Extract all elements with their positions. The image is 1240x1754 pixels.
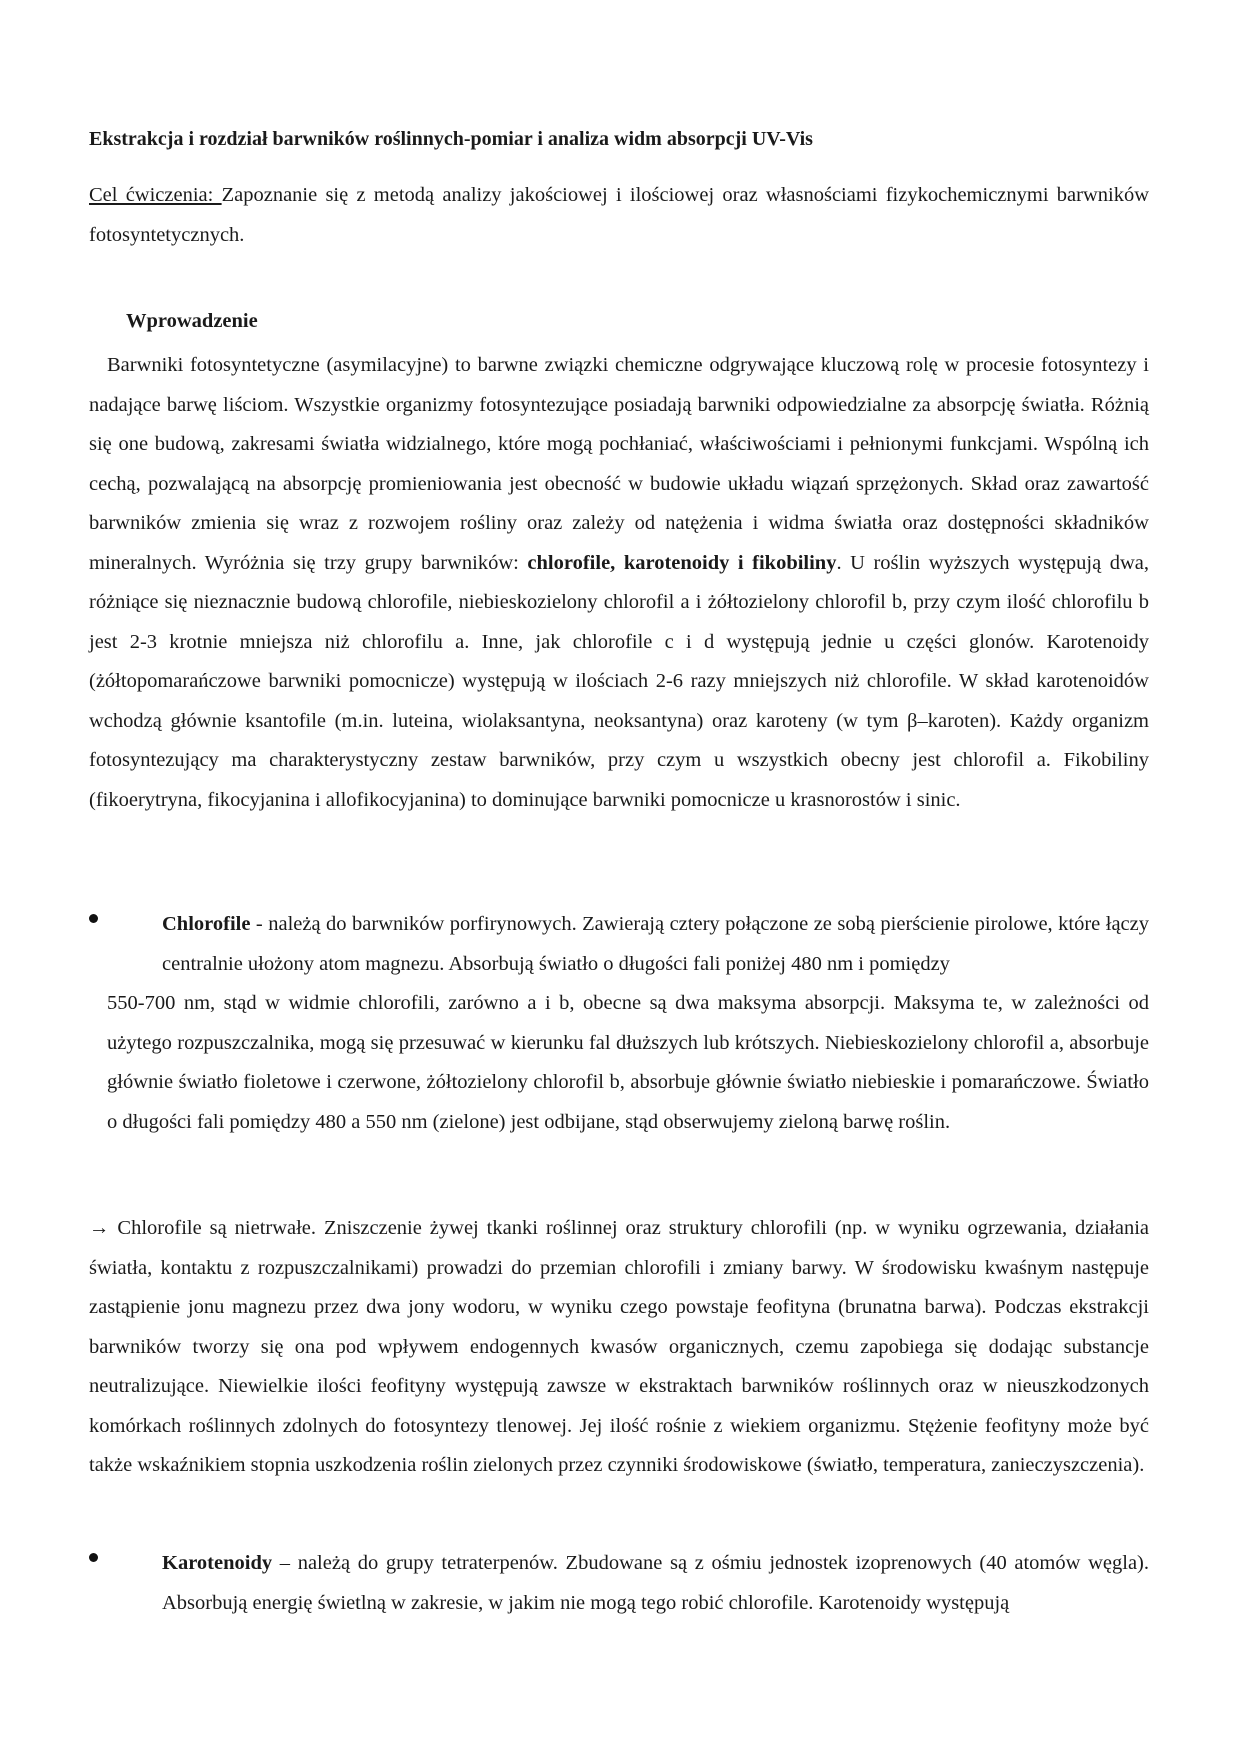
pigment-groups: chlorofile, karotenoidy i fikobiliny [527, 551, 837, 574]
aim-text: Zapoznanie się z metodą analizy jakościowej i ilościowej oraz własnościami fizykochemicznymi barwników fotosyntetycznych. [89, 184, 1150, 246]
section-heading: Wprowadzenie [126, 310, 258, 332]
chlorophyll-text-1: - należą do barwników porfirynowych. Zawierają cztery połączone ze sobą pierścienie pirolowe, które łączy centralnie ułożony atom magnezu. Absorbują światło o długości fali poniżej 480 nm i pomiędzy [162, 913, 1149, 975]
aim-paragraph [89, 175, 1149, 255]
carotenoids-bullet-text [107, 1544, 1149, 1623]
intro-paragraph [89, 346, 1149, 820]
bullet-dot-icon [89, 914, 98, 923]
intro-text-2: . U roślin wyższych występują dwa, różniące się nieznacznie budową chlorofile, niebieskozielony chlorofil a i żółtozielony chlorofil b, przy czym ilość chlorofilu b jest 2-3 krotnie mniejsza niż chlorofilu a. Inne, jak chlorofile c i d występują jednie u części glonów. Karotenoidy (żółtopomarańczowe barwniki pomocnicze) występują w ilościach 2-6 razy mniejszych niż chlorofile. W skład karotenoidów wchodzą głównie ksantofile (m.in. luteina, wiolaksantyna, neoksantyna) oraz karoteny (w tym β–karoten). Każdy organizm fotosyntezujący ma charakterystyczny zestaw barwników, przy czym u wszystkich obecny jest chlorofil a. Fikobiliny (fikoerytryna, fikocyjanina i allofikocyjanina) to dominujące barwniki pomocnicze u krasnorostów i sinic. [89, 551, 1150, 811]
instability-text: Chlorofile są nietrwałe. Zniszczenie żywej tkanki roślinnej oraz struktury chlorofili (np. w wyniku ogrzewania, działania światła, kontaktu z rozpuszczalnikami) prowadzi do przemian chlorofili i zmiany barwy. W środowisku kwaśnym następuje zastąpienie jonu magnezu przez dwa jony wodoru, w wyniku czego powstaje feofityna (brunatna barwa). Podczas ekstrakcji barwników tworzy się ona pod wpływem endogennych kwasów organicznych, czemu zapobiega się dodając substancje neutralizujące. Niewielkie ilości feofityny występują zawsze w ekstraktach barwników roślinnych oraz w nieuszkodzonych komórkach roślinnych zdolnych do fotosyntezy tlenowej. Jej ilość rośnie z wiekiem organizmu. Stężenie feofityny może być także wskaźnikiem stopnia uszkodzenia roślin zielonych przez czynniki środowiskowe (światło, temperatura, zanieczyszczenia). [89, 1217, 1149, 1476]
aim-label: Cel ćwiczenia: [89, 184, 222, 206]
chlorophyll-bullet-line-1 [107, 905, 1149, 984]
chlorophyll-bullet-text [107, 905, 1149, 1142]
bullet-dot-icon [89, 1553, 98, 1562]
chlorophyll-text-2: 550-700 nm, stąd w widmie chlorofili, zarówno a i b, obecne są dwa maksyma absorpcji. Maksyma te, w zależności od użytego rozpuszczalnika, mogą się przesuwać w kierunku fal dłuższych lub krótszych. Niebieskozielony chlorofil a, absorbuje głównie światło fioletowe i czerwone, żółtozielony chlorofil b, absorbuje głównie światło niebieskie i pomarańczowe. Światło o długości fali pomiędzy 480 a 550 nm (zielone) jest odbijane, stąd obserwujemy zieloną barwę roślin. [107, 992, 1149, 1133]
carotenoids-text: – należą do grupy tetraterpenów. Zbudowane są z ośmiu jednostek izoprenowych (40 atomów węgla). Absorbują energię świetlną w zakresie, w jakim nie mogą tego robić chlorofile. Karotenoidy występują [162, 1552, 1149, 1614]
intro-text-1: Barwniki fotosyntetyczne (asymilacyjne) to barwne związki chemiczne odgrywające kluczową rolę w procesie fotosyntezy i nadające barwę liściom. Wszystkie organizmy fotosyntezujące posiadają barwniki odpowiedzialne za absorpcję światła. Różnią się one budową, zakresami światła widzialnego, które mogą pochłaniać, właściwościami i pełnionymi funkcjami. Wspólną ich cechą, pozwalającą na absorpcję promieniowania jest obecność w budowie układu wiązań sprzężonych. Skład oraz zawartość barwników zmienia się wraz z rozwojem rośliny oraz zależy od natężenia i widma światła oraz dostępności składników mineralnych. Wyróżnia się trzy grupy barwników: [89, 354, 1149, 574]
chlorophyll-term: Chlorofile [162, 913, 251, 935]
arrow-icon: → [89, 1217, 110, 1239]
instability-paragraph [89, 1209, 1149, 1486]
chlorophyll-bullet [89, 905, 1149, 1142]
document-title: Ekstrakcja i rozdział barwników roślinnych-pomiar i analiza widm absorpcji UV-Vis [89, 128, 813, 150]
carotenoids-term: Karotenoidy [162, 1552, 273, 1574]
carotenoids-bullet [89, 1544, 1149, 1623]
